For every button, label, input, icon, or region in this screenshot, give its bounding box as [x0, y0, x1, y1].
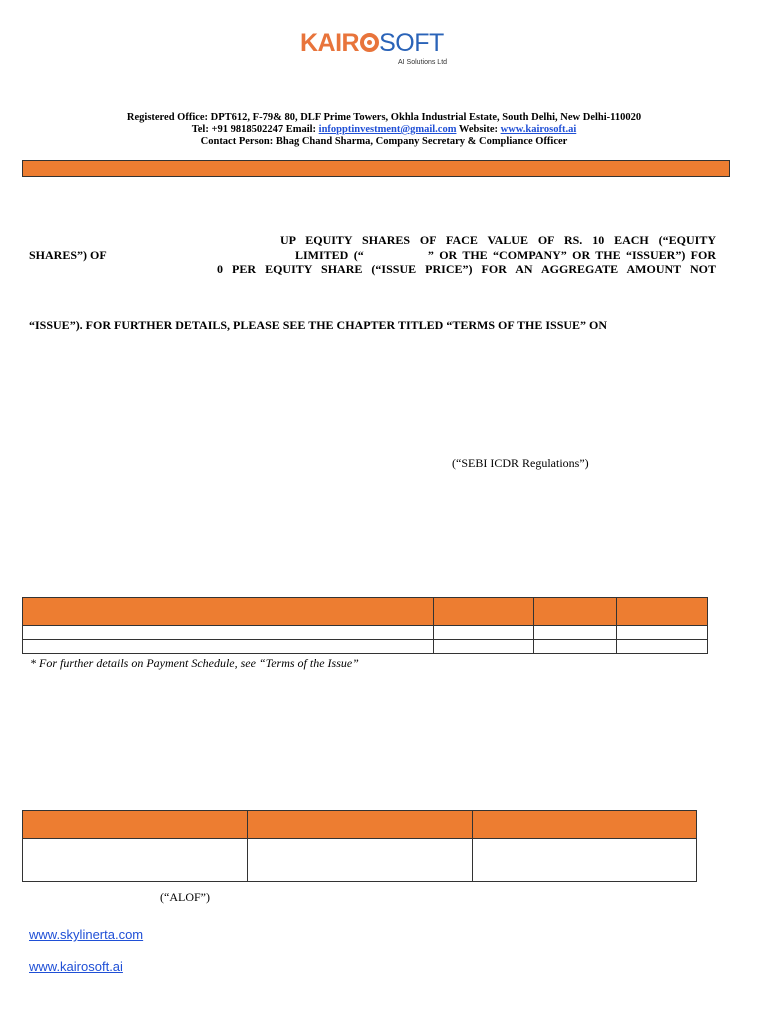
orange-title-band: [22, 160, 730, 177]
issue-text-line-1: UP EQUITY SHARES OF FACE VALUE OF RS. 10 EACH (“EQUITY: [280, 233, 716, 247]
table-row: [23, 640, 708, 654]
table-header-cell: [23, 811, 248, 839]
table-cell: [23, 640, 434, 654]
table-header-row: [23, 598, 708, 626]
website-link[interactable]: www.kairosoft.ai: [500, 124, 577, 135]
kairosoft-link[interactable]: www.kairosoft.ai: [29, 959, 123, 974]
website-label: Website:: [456, 124, 501, 135]
issue-text-line-2a: SHARES”) OF: [29, 248, 107, 262]
table-cell: [473, 839, 697, 882]
logo-text-kairo: KAIR: [300, 29, 360, 57]
table-header-cell: [617, 598, 708, 626]
table-header-cell: [434, 598, 534, 626]
payment-schedule-note: * For further details on Payment Schedule, see “Terms of the Issue”: [30, 656, 359, 670]
lead-manager-table: [22, 810, 697, 882]
table-header-row: [23, 811, 697, 839]
contact-details-line: [0, 124, 768, 136]
table-cell: [534, 626, 617, 640]
table-cell: [617, 626, 708, 640]
logo-ring-icon: [360, 33, 379, 52]
alof-label: (“ALOF”): [160, 890, 210, 904]
sebi-icdr-label: (“SEBI ICDR Regulations”): [452, 456, 589, 470]
contact-person-line: Contact Person: Bhag Chand Sharma, Company Secretary & Compliance Officer: [200, 136, 568, 147]
logo-tagline: AI Solutions Ltd: [398, 59, 448, 66]
registered-office-line: Registered Office: DPT612, F-79& 80, DLF Prime Towers, Okhla Industrial Estate, South Delhi, New Delhi-110020: [126, 112, 642, 123]
table-cell: [248, 839, 473, 882]
issue-text-line-3: 0 PER EQUITY SHARE (“ISSUE PRICE”) FOR AN AGGREGATE AMOUNT NOT: [217, 262, 716, 276]
email-link[interactable]: infopptinvestment@gmail.com: [318, 124, 457, 135]
issue-details-table: [22, 597, 708, 654]
skylinerta-link[interactable]: www.skylinerta.com: [29, 927, 144, 942]
issue-text-line-4: “ISSUE”). FOR FURTHER DETAILS, PLEASE SEE THE CHAPTER TITLED “TERMS OF THE ISSUE” ON: [29, 318, 608, 332]
table-cell: [434, 626, 534, 640]
table-row: [23, 839, 697, 882]
logo-text-soft: SOFT: [379, 29, 444, 57]
tel-email-label: Tel: +91 9818502247 Email:: [191, 124, 319, 135]
table-header-cell: [534, 598, 617, 626]
table-header-cell: [248, 811, 473, 839]
table-cell: [434, 640, 534, 654]
table-cell: [23, 839, 248, 882]
table-cell: [23, 626, 434, 640]
table-header-cell: [23, 598, 434, 626]
table-cell: [617, 640, 708, 654]
company-logo: [300, 30, 460, 74]
issue-text-line-2b: LIMITED (“ ” OR THE “COMPANY” OR THE “ISSUER”) FOR: [295, 248, 716, 262]
table-cell: [534, 640, 617, 654]
table-row: [23, 626, 708, 640]
table-header-cell: [473, 811, 697, 839]
